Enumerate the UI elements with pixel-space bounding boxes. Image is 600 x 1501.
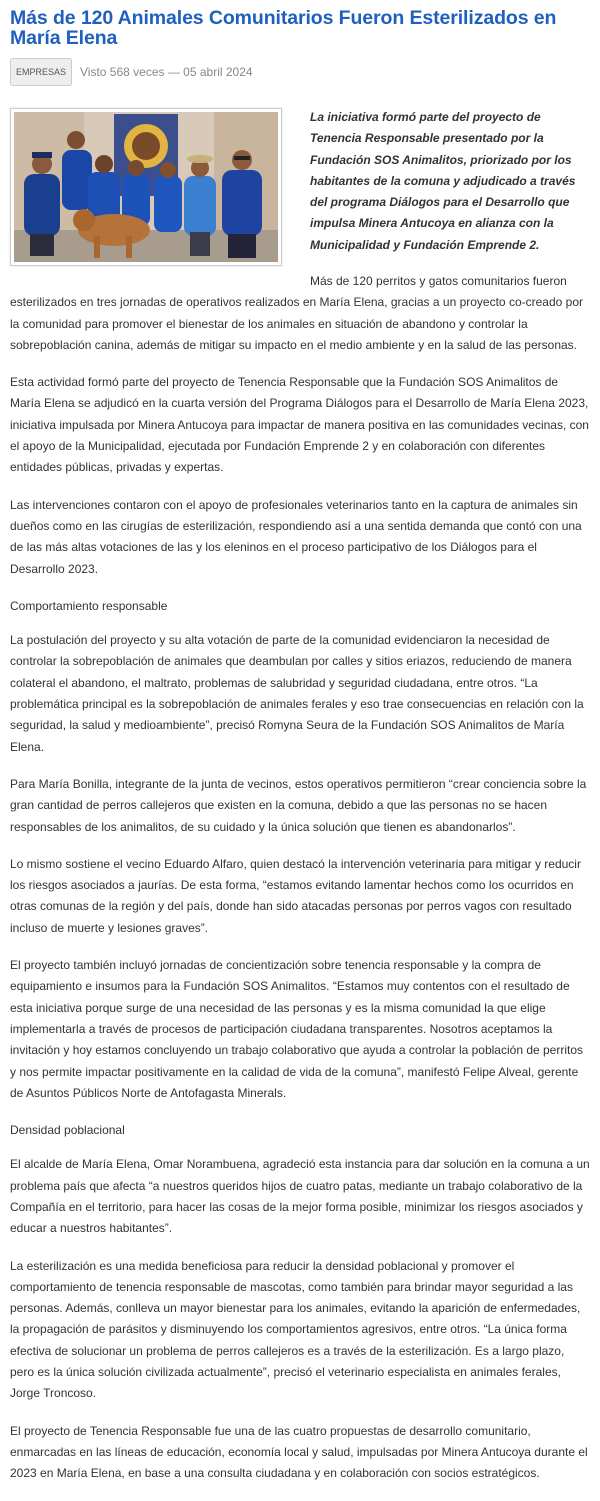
- paragraph: Más de 120 perritos y gatos comunitarios fueron esterilizados en tres jornadas de operativos realizados en María Elena, gracias a un proyecto co-creado por la comunidad para promover el bienestar de los animales en situación de abandono y controlar la sobrepoblación canina, además de mitigar su impacto en el medio ambiente y en la salud de las personas.: [10, 274, 583, 352]
- article-body: [10, 271, 590, 1485]
- paragraph: Las intervenciones contaron con el apoyo de profesionales veterinarios tanto en la captura de animales sin dueños como en las cirugías de esterilización, respondiendo así a una sentida demanda que contó con una de las más altas votaciones de las y los eleninos en el proceso participativo de los Diálogos para el Desarrollo 2023.: [10, 497, 582, 576]
- lead-paragraph: La iniciativa formó parte del proyecto de Tenencia Responsable presentado por la Fundación SOS Animalitos, priorizado por los habitantes de la comuna y adjudicado a través del programa Diálogos para el Desarrollo que impulsa Minera Antucoya en alianza con la Municipalidad y Fundación Emprende 2.: [310, 110, 576, 252]
- article-title: Más de 120 Animales Comunitarios Fueron Esterilizados en María Elena: [10, 7, 557, 49]
- section-subtitle: Densidad poblacional: [10, 1123, 125, 1138]
- views-and-date: Visto 568 veces — 05 abril 2024: [80, 65, 253, 79]
- paragraph: Lo mismo sostiene el vecino Eduardo Alfaro, quien destacó la intervención veterinaria para mitigar y reducir los riesgos asociados a jaurías. De esta forma, “estamos evitando lamentar hechos como los ocurridos en otras comunas de la región y del país, donde han sido atacadas personas por perros vagos con resultado incluso de muerte y lesiones graves”.: [10, 856, 581, 935]
- paragraph: La esterilización es una medida beneficiosa para reducir la densidad poblacional y promover el comportamiento de tenencia responsable de mascotas, como también para brindar mayor seguridad a las personas. Además, conlleva un mayor bienestar para los animales, evitando la aparición de enfermedades, la propagación de parásitos y disminuyendo los comportamientos agresivos, entre otros. “La única forma efectiva de solucionar un problema de perros callejeros es a través de la esterilización. Es a largo plazo, pero es la única solución civilizada actualmente”, precisó el veterinario especialista en animales ferales, Jorge Troncoso.: [10, 1258, 581, 1401]
- article-photo: [10, 108, 282, 266]
- paragraph: El alcalde de María Elena, Omar Norambuena, agradeció esta instancia para dar solución en la comuna a un problema país que afecta “a nuestros queridos hijos de cuatro patas, mediante un trabajo colaborativo de la Compañía en el territorio, para hacer las cosas de la mejor forma posible, minimizar los riesgos asociados y educar a nuestros habitantes”.: [10, 1157, 590, 1236]
- lead-section: [10, 107, 590, 265]
- article: [10, 8, 590, 1501]
- category-badge[interactable]: EMPRESAS: [10, 58, 72, 86]
- section-subtitle: Comportamiento responsable: [10, 598, 168, 613]
- article-meta: [10, 58, 590, 86]
- group-photo-image: [14, 112, 278, 262]
- paragraph: Para María Bonilla, integrante de la junta de vecinos, estos operativos permitieron “crear conciencia sobre la gran cantidad de perros callejeros que existen en la comuna, debido a que las personas no se hacen responsables de los animalitos, de su cuidado y la única solución que tienen es abandonarlos”.: [10, 776, 587, 834]
- paragraph: El proyecto también incluyó jornadas de concientización sobre tenencia responsable y la compra de equipamiento e insumos para la Fundación SOS Animalitos. “Estamos muy contentos con el resultado de esta iniciativa porque surge de una necesidad de las personas y es la misma comunidad la que elige implementarla a través de procesos de participación ciudadana transparentes. Nosotros aceptamos la invitación y hoy estamos concluyendo un trabajo colaborativo que ayuda a controlar la población de perritos y nos permite impactar positivamente en la calidad de vida de la comuna”, manifestó Felipe Alveal, gerente de Asuntos Públicos Norte de Antofagasta Minerals.: [10, 958, 584, 1100]
- paragraph: La postulación del proyecto y su alta votación de parte de la comunidad evidenciaron la necesidad de controlar la sobrepoblación de animales que deambulan por calles y sitios eriazos, reduciendo de manera colateral el abandono, el maltrato, problemas de salubridad y seguridad ciudadana, entre otros. “La problemática principal es la sobrepoblación de animales ferales y eso trae consecuencias en relación con la seguridad, la salud y medioambiente”, precisó Romyna Seura de la Fundación SOS Animalitos de María Elena.: [10, 633, 584, 754]
- paragraph: El proyecto de Tenencia Responsable fue una de las cuatro propuestas de desarrollo comunitario, enmarcadas en las líneas de educación, economía local y salud, impulsadas por Minera Antucoya durante el 2023 en María Elena, en base a una consulta ciudadana y en colaboración con socios estratégicos.: [10, 1423, 588, 1481]
- paragraph: Esta actividad formó parte del proyecto de Tenencia Responsable que la Fundación SOS Animalitos de María Elena se adjudicó en la cuarta versión del Programa Diálogos para el Desarrollo de María Elena 2023, iniciativa impulsada por Minera Antucoya para impactar de manera positiva en las comunidades vecinas, con el apoyo de la Municipalidad, ejecutada por Fundación Emprende 2 y en colaboración con diferentes entidades públicas, privadas y expertas.: [10, 375, 589, 475]
